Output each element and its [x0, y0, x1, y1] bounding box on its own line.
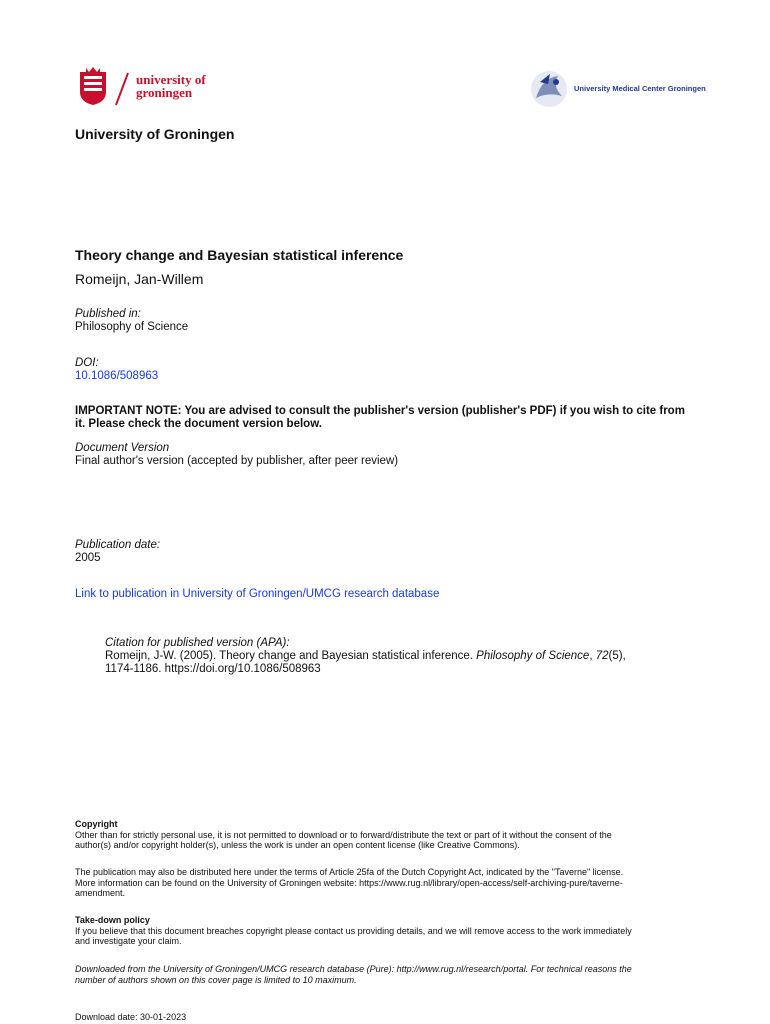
citation-line2: 1174-1186. https://doi.org/10.1086/508963	[105, 663, 321, 675]
doi-label: DOI:	[75, 357, 99, 369]
taverne-notice: The publication may also be distributed here under the terms of Article 25fa of the Dutch Copyright Act, indicated by the "Taverne" license. More information can be found on the University of Groningen website: https://www.rug.nl/library/open-access/self-archiving-pure/taverne- amendment.	[75, 867, 624, 898]
institution-name: University of Groningen	[75, 126, 235, 142]
document-title: Theory change and Bayesian statistical inference	[75, 247, 404, 263]
document-version-label: Document Version	[75, 442, 170, 454]
published-in	[75, 308, 188, 334]
rug-wordmark: university of groningen	[136, 72, 206, 100]
rug-logo	[78, 66, 228, 110]
database-link[interactable]: Link to publication in University of Groningen/UMCG research database	[75, 588, 440, 600]
doi-link[interactable]: 10.1086/508963	[75, 370, 159, 382]
citation-label: Citation for published version (APA):	[105, 637, 290, 649]
umcg-logo	[528, 68, 706, 110]
rug-divider-icon	[114, 72, 130, 106]
publication-date	[75, 539, 160, 565]
important-note: IMPORTANT NOTE: You are advised to consult the publisher's version (publisher's PDF) if you wish to cite from it. Please check the document version below.	[75, 405, 685, 430]
document-version-value: Final author's version (accepted by publisher, after peer review)	[75, 455, 399, 467]
rug-crest-icon	[78, 66, 108, 106]
document-version	[75, 442, 398, 468]
citation-block	[105, 637, 705, 676]
takedown-heading: Take-down policy	[75, 915, 150, 925]
copyright-section: Copyright Other than for strictly personal use, it is not permitted to download or to forward/distribute the text or part of it without the consent of the author(s) and/or copyright holder(s), unless the work is under an open content license (like Creative Commons).	[75, 819, 735, 851]
published-in-label: Published in:	[75, 308, 141, 320]
copyright-heading: Copyright	[75, 819, 118, 829]
published-in-value: Philosophy of Science	[75, 321, 189, 333]
document-author: Romeijn, Jan-Willem	[75, 271, 204, 287]
downloaded-note: Downloaded from the University of Groningen/UMCG research database (Pure): http://www.rug.nl/research/portal. For technical reasons the number of authors shown on this cover page is limited to 10 maximum.	[75, 964, 632, 985]
umcg-wordmark: University Medical Center Groningen	[574, 84, 706, 93]
takedown-section: Take-down policy If you believe that this document breaches copyright please contact us providing details, and we will remove access to the work immediately and investigate your claim.	[75, 915, 735, 947]
publication-date-value: 2005	[75, 552, 101, 564]
citation-line1: Romeijn, J-W. (2005). Theory change and Bayesian statistical inference. Philosophy of Science, 72(5),	[105, 650, 626, 662]
publication-date-label: Publication date:	[75, 539, 161, 551]
umcg-emblem-icon	[528, 68, 570, 110]
doi-block	[75, 357, 158, 383]
download-date: Download date: 30-01-2023	[75, 1012, 187, 1022]
